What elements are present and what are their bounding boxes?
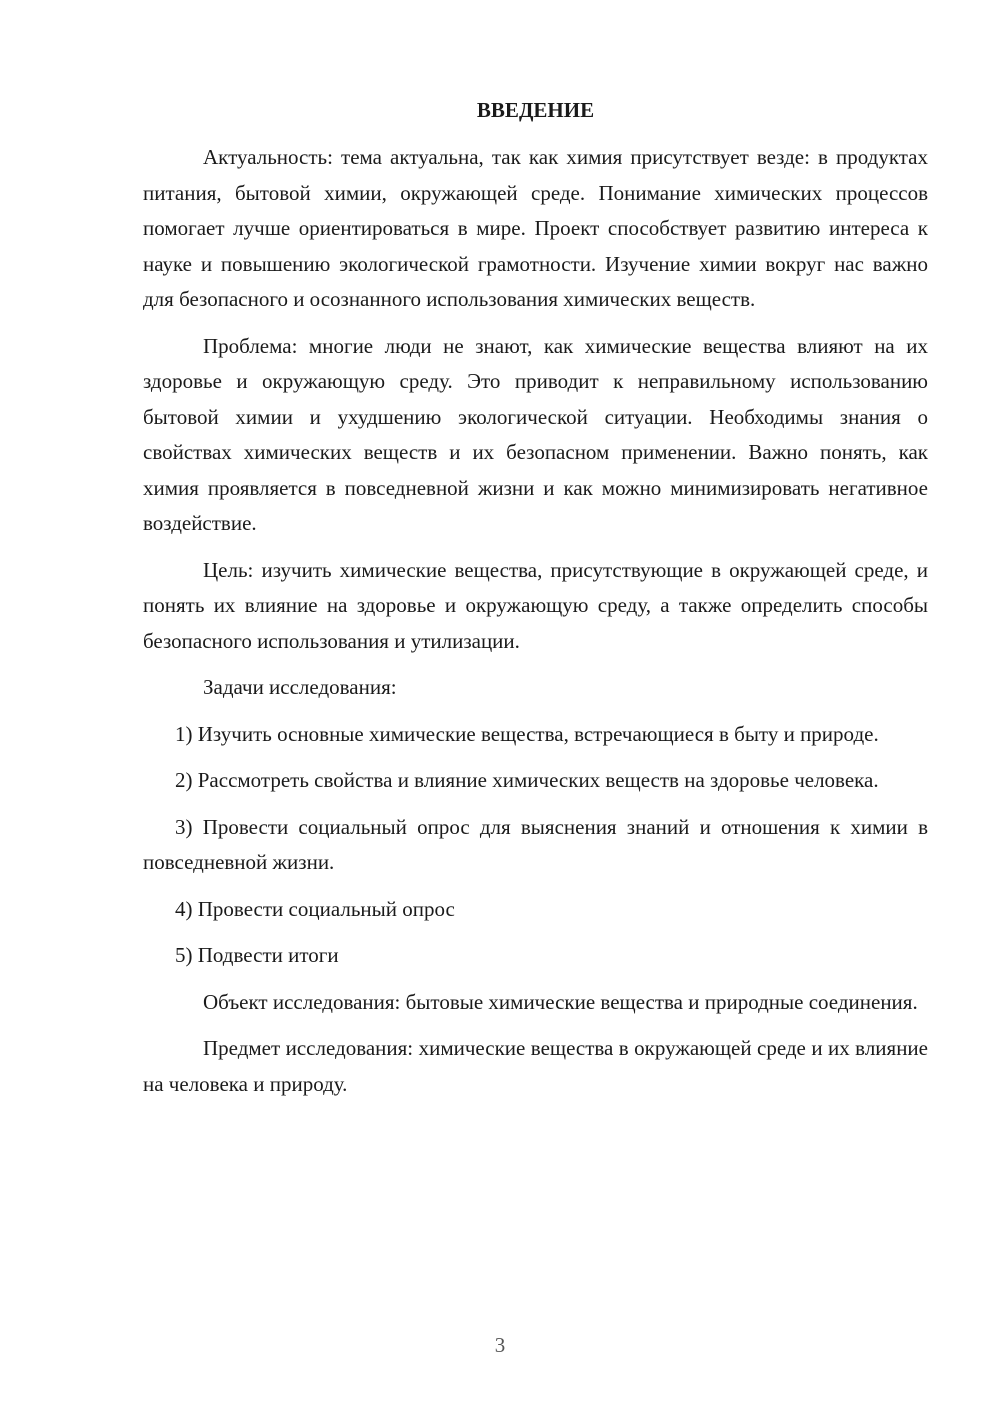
task-item-1: 1) Изучить основные химические вещества, встречающиеся в быту и природе. <box>175 721 879 746</box>
task-item-4: 4) Провести социальный опрос <box>175 896 455 921</box>
task-item-3: 3) Провести социальный опрос для выяснения знаний и отношения к химии в повседневной жизни. <box>143 814 928 874</box>
page-number: 3 <box>494 1333 506 1357</box>
paragraph-object: Объект исследования: бытовые химические вещества и природные соединения. <box>203 989 918 1014</box>
paragraph-goal: Цель: изучить химические вещества, присутствующие в окружающей среде, и понять их влияние на здоровье и окружающую среду, а также определить способы безопасного использования и утилизации. <box>143 557 928 653</box>
section-title: ВВЕДЕНИЕ <box>476 98 595 122</box>
paragraph-subject: Предмет исследования: химические вещества в окружающей среде и их влияние на человека и природу. <box>143 1036 928 1096</box>
paragraph-relevance: Актуальность: тема актуальна, так как химия присутствует везде: в продуктах питания, бытовой химии, окружающей среде. Понимание химических процессов помогает лучше ориентироваться в мире. Проект способствует развитию интереса к науке и повышению экологической грамотности. Изучение химии вокруг нас важно для безопасного и осознанного использования химических веществ. <box>143 145 928 311</box>
task-item-5: 5) Подвести итоги <box>175 943 339 967</box>
task-item-2: 2) Рассмотреть свойства и влияние химических веществ на здоровье человека. <box>175 768 879 792</box>
document-page <box>143 92 928 1113</box>
tasks-heading: Задачи исследования: <box>203 675 397 699</box>
paragraph-problem: Проблема: многие люди не знают, как химические вещества влияют на их здоровье и окружающую среду. Это приводит к неправильному использованию бытовой химии и ухудшению экологической ситуации. Необходимы знания о свойствах химических веществ и их безопасном применении. Важно понять, как химия проявляется в повседневной жизни и как можно минимизировать негативное воздействие. <box>143 333 928 535</box>
